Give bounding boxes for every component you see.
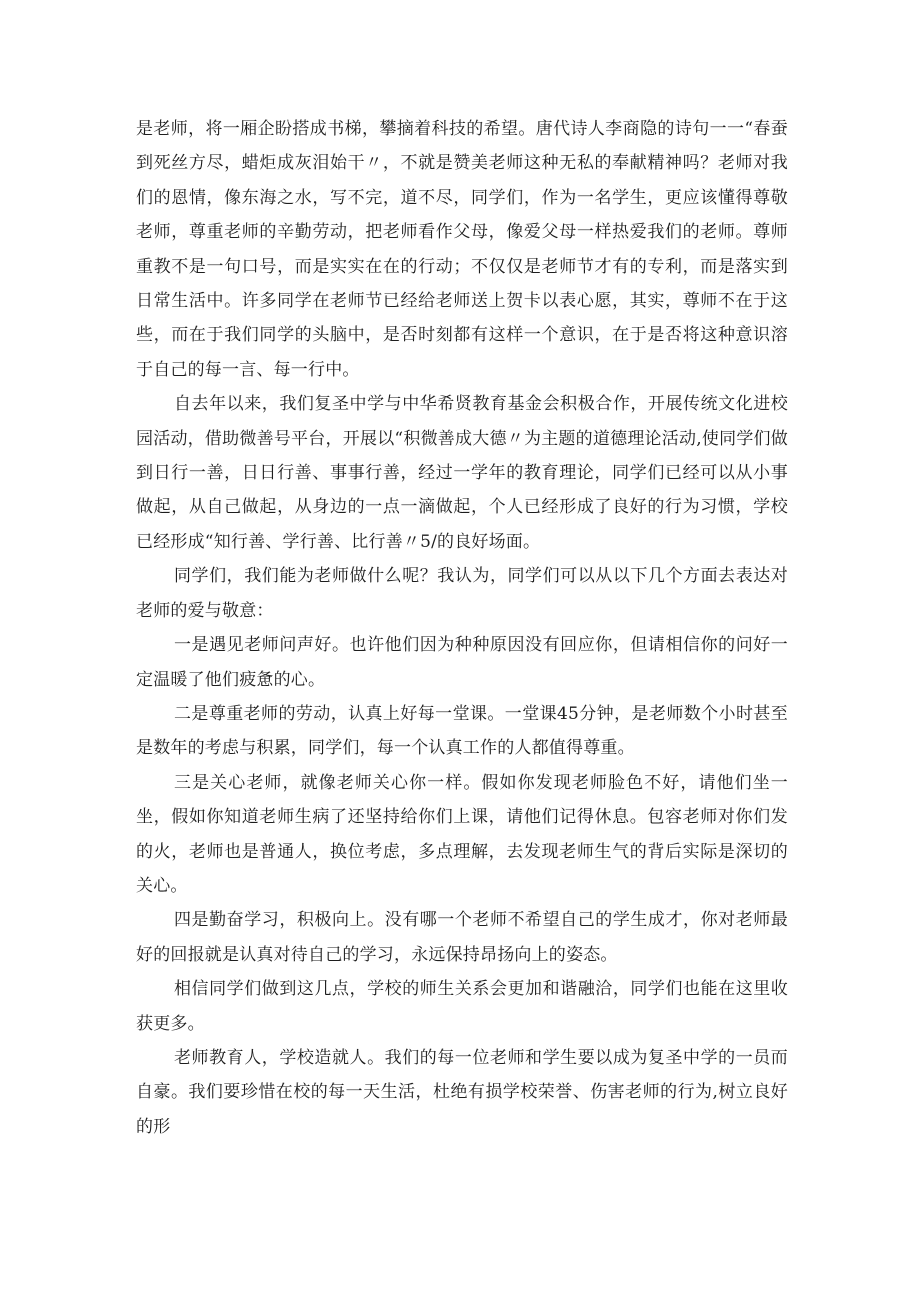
- paragraph-3: 同学们，我们能为老师做什么呢？我认为，同学们可以从以下几个方面去表达对老师的爱与敬意：: [136, 566, 788, 621]
- paragraph-2: 自去年以来，我们复圣中学与中华希贤教育基金会积极合作，开展传统文化进校园活动，借助微善号平台，开展以“积微善成大德〃为主题的道德理论活动,使同学们做到日行一善，日日行善、事事行善，经过一学年的教育理论，同学们已经可以从小事做起，从自己做起，从身边的一点一滴做起，个人已经形成了良好的行为习惯，学校已经形成“知行善、学行善、比行善〃5/的良好场面。: [136, 394, 788, 552]
- paragraph-8: 相信同学们做到这几点，学校的师生关系会更加和谐融洽，同学们也能在这里收获更多。: [136, 979, 788, 1034]
- paragraph-7: 四是勤奋学习，积极向上。没有哪一个老师不希望自己的学生成才，你对老师最好的回报就是认真对待自己的学习，永远保持昂扬向上的姿态。: [136, 910, 788, 965]
- paragraph-9: 老师教育人，学校造就人。我们的每一位老师和学生要以成为复圣中学的一员而自豪。我们要珍惜在校的每一天生活，杜绝有损学校荣誉、伤害老师的行为,树立良好的形: [136, 1047, 788, 1137]
- document-page: [136, 112, 788, 1144]
- paragraph-4: 一是遇见老师问声好。也许他们因为种种原因没有回应你，但请相信你的问好一定温暖了他们疲惫的心。: [136, 635, 788, 690]
- paragraph-1: 是老师，将一厢企盼搭成书梯，攀摘着科技的希望。唐代诗人李商隐的诗句一一“春蚕到死丝方尽，蜡炬成灰泪始干〃，不就是赞美老师这种无私的奉献精神吗？老师对我们的恩情，像东海之水，写不完，道不尽，同学们，作为一名学生，更应该懂得尊敬老师，尊重老师的辛勤劳动，把老师看作父母，像爱父母一样热爱我们的老师。尊师重教不是一句口号，而是实实在在的行动；不仅仅是老师节才有的专利，而是落实到日常生活中。许多同学在老师节已经给老师送上贺卡以表心愿，其实，尊师不在于这些，而在于我们同学的头脑中，是否时刻都有这样一个意识，在于是否将这种意识溶于自己的每一言、每一行中。: [136, 119, 788, 380]
- paragraph-6: 三是关心老师，就像老师关心你一样。假如你发现老师脸色不好，请他们坐一坐，假如你知道老师生病了还坚持给你们上课，请他们记得休息。包容老师对你们发的火，老师也是普通人，换位考虑，多点理解，去发现老师生气的背后实际是深切的关心。: [136, 772, 788, 896]
- paragraph-5: 二是尊重老师的劳动，认真上好每一堂课。一堂课45分钟，是老师数个小时甚至是数年的考虑与积累，同学们，每一个认真工作的人都值得尊重。: [136, 703, 788, 759]
